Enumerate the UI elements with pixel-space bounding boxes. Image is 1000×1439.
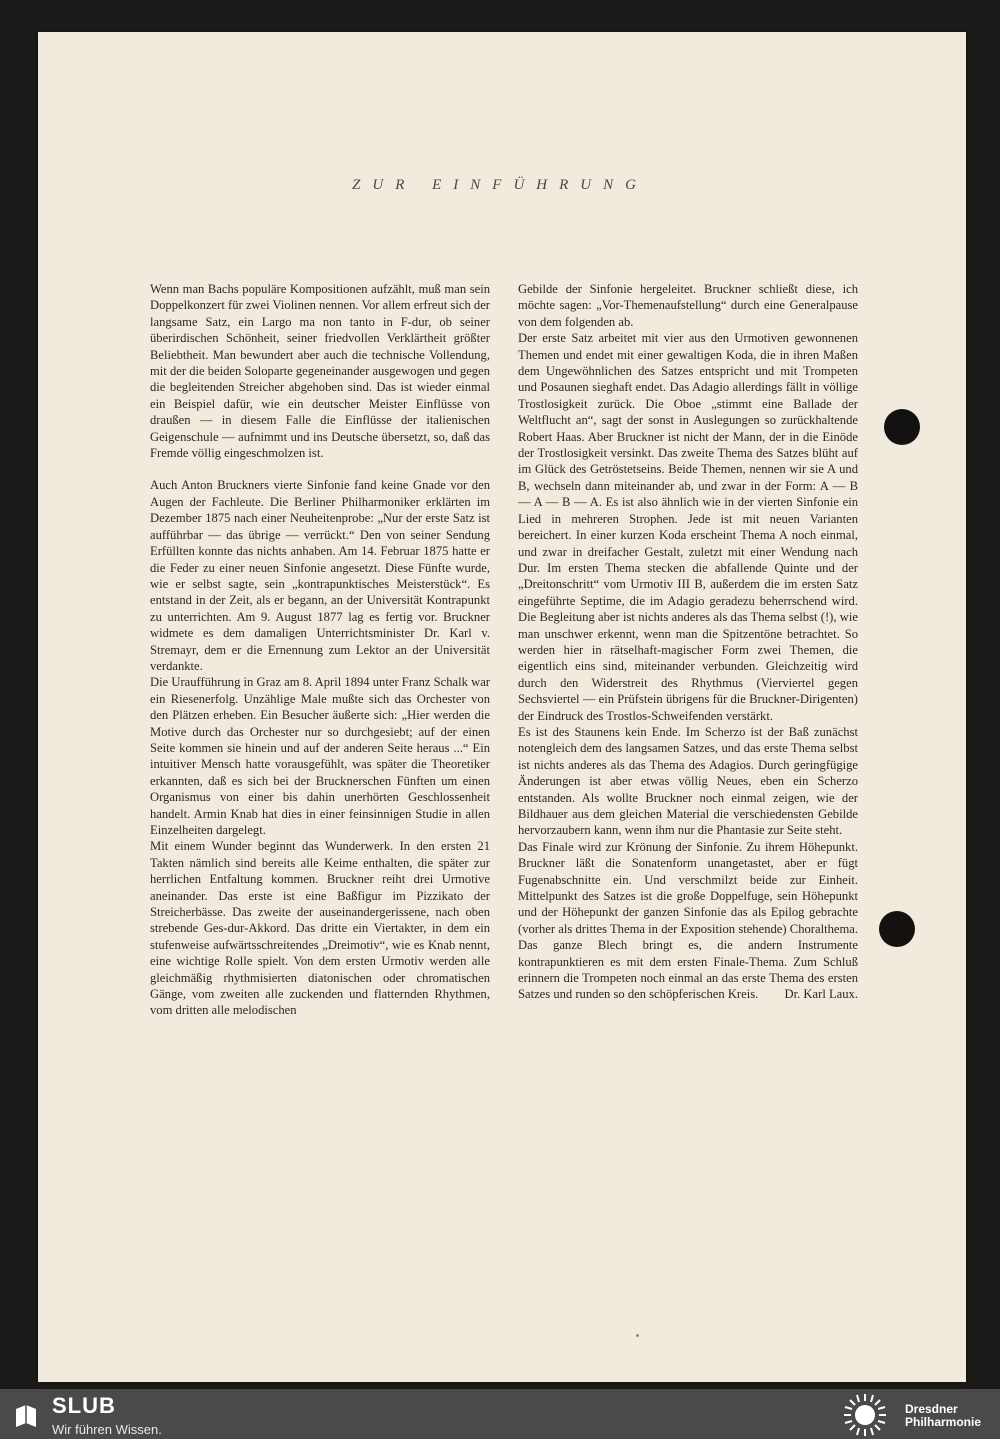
paragraph-bach: Wenn man Bachs populäre Kompositionen aufzählt, muß man sein Doppelkonzert für zwei Violinen nennen. Vor allem erfreut sich der langsame Satz, ein Largo ma non tanto in F-dur, ob seiner überirdischen Schönheit, seiner friedvollen Verklärtheit größter Beliebtheit. Man bewundert aber auch die technische Vollendung, mit der die beiden Soloparte gegeneinander ausgewogen und gegen die begleitenden Streicher abgehoben sind. Das ist wieder einmal ein Beispiel dafür, wie ein deutscher Meister Einflüsse von draußen — in diesem Falle die Einflüsse der italienischen Geigenschule — aufnimmt und ins Deutsche übersetzt, so, daß das Fremde völlig eingeschmolzen ist. xyxy=(150,282,490,461)
paragraph-vorthemen: Gebilde der Sinfonie hergeleitet. Bruckner schließt diese, ich möchte sagen: „Vor-Themenaufstellung“ durch eine Generalpause von dem folgenden ab. xyxy=(518,282,858,329)
punch-hole-top xyxy=(884,409,920,445)
punch-hole-bottom xyxy=(879,911,915,947)
paragraph-scherzo: Es ist des Staunens kein Ende. Im Scherzo ist der Baß zunächst notengleich dem des langsamen Satzes, und das erste Thema selbst ist nichts anderes als das Thema des Adagios. Durch geringfügige Änderungen ist aber etwas völlig Neues, eben ein Scherzo entstanden. Als wollte Bruckner noch einmal zeigen, wie der Bildhauer aus dem gleichen Material die verschiedensten Gebilde hervorzaubern kann, wenn ihm nur die Phantasie zur Seite steht. xyxy=(518,724,858,838)
paragraph-finale xyxy=(518,839,858,1003)
footer-bar xyxy=(0,1389,1000,1439)
author-signature: Dr. Karl Laux. xyxy=(784,987,858,1002)
library-tagline: Wir führen Wissen. xyxy=(52,1422,162,1437)
partner-name-line1: Dresdner xyxy=(905,1402,958,1416)
paragraph-adagio: Der erste Satz arbeitet mit vier aus den Urmotiven gewonnenen Themen und endet mit einer gewaltigen Koda, die in ihren Maßen dem Ungewöhnlichen des Satzes entspricht und mit Trompeten und Posaunen sieghaft endet. Das Adagio allerdings fällt in völlige Trostlosigkeit zurück. Die Oboe „stimmt eine Ballade der Weltflucht an“, sagt der sonst in Auslegungen so zurückhaltende Robert Haas. Aber Bruckner ist nicht der Mann, der in die Einöde der Trostlosigkeit versinkt. Das zweite Thema des Satzes blüht auf im Glück des Getröstetseins. Beide Themen, nennen wir sie A und B, wechseln dann miteinander ab, und zwar in der Form: A — B — A — B — A. Es ist also ähnlich wie in der vierten Sinfonie ein Lied in mehreren Strophen. Jede ist mit neuen Varianten bereichert. In einer kurzen Koda erscheint Thema A noch einmal, und zwar in dreifacher Gestalt, zuletzt mit einer Wendung nach Dur. Im ersten Thema stecken die abfallende Quinte und der „Dreitonschritt“ vom Urmotiv III B, außerdem die im ersten Satz eingeführte Septime, die im Adagio geradezu beherrschend wird. Die Begleitung aber ist nichts anderes als das Thema selbst (!), wie man unschwer erkennt, wenn man die Spitzentöne betrachtet. So werden hier in rätselhaft-magischer Form zwei Themen, die eigentlich eins sind, miteinander verbunden. Gleichzeitig wird durch den Widerstreit des Rhythmus (Vierviertel gegen Sechsviertel — ein Prüfstein übrigens für die Bruckner-Dirigenten) der Eindruck des Trostlos-Schweifenden verstärkt. xyxy=(518,331,858,723)
page-title: ZUR EINFÜHRUNG xyxy=(352,177,648,193)
philharmonie-logo-icon xyxy=(842,1392,888,1438)
finale-text: Das Finale wird zur Krönung der Sinfonie. Zu ihrem Höhepunkt. Bruckner läßt die Sonatenform unangetastet, aber er fügt Fugenabschnitte ein. Und verschmilzt beide zur Einheit. Mittelpunkt des Satzes ist die große Doppelfuge, sein Höhepunkt und der Höhepunkt der ganzen Sinfonie das als Epilog gebrachte (vorher als drittes Thema in der Exposition stehende) Choralthema. Das ganze Blech bringt es, die andern Instrumente kontrapunktieren es mit dem ersten Finale-Thema. Zum Schluß erinnern die Trompeten noch einmal an das erste Thema des ersten Satzes und runden so den schöpferischen Kreis. xyxy=(518,839,858,1002)
library-name: SLUB xyxy=(52,1393,116,1418)
paragraph-urmotive: Mit einem Wunder beginnt das Wunderwerk. In den ersten 21 Takten nämlich sind bereits alle Keime enthalten, die später zur herrlichen Entfaltung kommen. Bruckner reiht drei Urmotive aneinander. Das erste ist eine Baßfigur im Pizzikato der Streicherbässe. Das zweite der auseinandergerissene, nach oben strebende Ges-dur-Akkord. Das dritte ein Viertakter, in dem ein stufenweise aufwärtsschreitendes „Dreimotiv“, wie es Knab nennt, eine wichtige Rolle spielt. Von dem ersten Urmotiv werden alle gleichmäßig rhythmisierten diatonischen oder chromatischen Gänge, vom zweiten alle zuckenden und flatternden Rhythmen, vom dritten alle melodischen xyxy=(150,839,490,1018)
slub-logo-icon xyxy=(14,1403,38,1429)
paragraph-premiere: Die Uraufführung in Graz am 8. April 1894 unter Franz Schalk war ein Riesenerfolg. Unzählige Male mußte sich das Orchester von den Plätzen erheben. Ein Besucher äußerte sich: „Hier werden die Motive durch das Orchester nur so durchgesiebt; auf der einen Seite kommen sie hinein und auf der anderen Seite heraus ...“ Ein intuitiver Mensch hatte vorausgefühlt, was später die Theoretiker erkannten, daß es sich bei der Brucknerschen Fünften um einen Organismus von einer bis dahin unerhörten Geschlossenheit handelt. Armin Knab hat dies in einer feinsinnigen Studie in allen Einzelheiten dargelegt. xyxy=(150,675,490,837)
right-column xyxy=(518,281,858,1003)
left-column xyxy=(150,281,490,1019)
paragraph-bruckner-intro: Auch Anton Bruckners vierte Sinfonie fand keine Gnade vor den Augen der Fachleute. Die Berliner Philharmoniker erklärten im Dezember 1875 nach einer Neuheitenprobe: „Nur der erste Satz ist aufführbar — das übrige — verrückt.“ Den von seiner Sendung Erfüllten konnte das nichts anhaben. Am 14. Februar 1875 hatte er die Feder zu einer neuen Sinfonie angesetzt. Diese Fünfte wurde, wie er selbst sagte, sein „kontrapunktisches Meisterstück“. Es entstand in der Zeit, als er begann, an der Universität Kontrapunkt zu unterrichten. Am 9. August 1877 lag es fertig vor. Bruckner widmete es dem damaligen Unterrichtsminister Dr. Karl v. Stremayr, dem er die Ernennung zum Lektor an der Universität verdankte. xyxy=(150,478,490,673)
partner-name xyxy=(905,1403,981,1429)
page-mark xyxy=(636,1334,639,1337)
partner-name-line2: Philharmonie xyxy=(905,1415,982,1429)
